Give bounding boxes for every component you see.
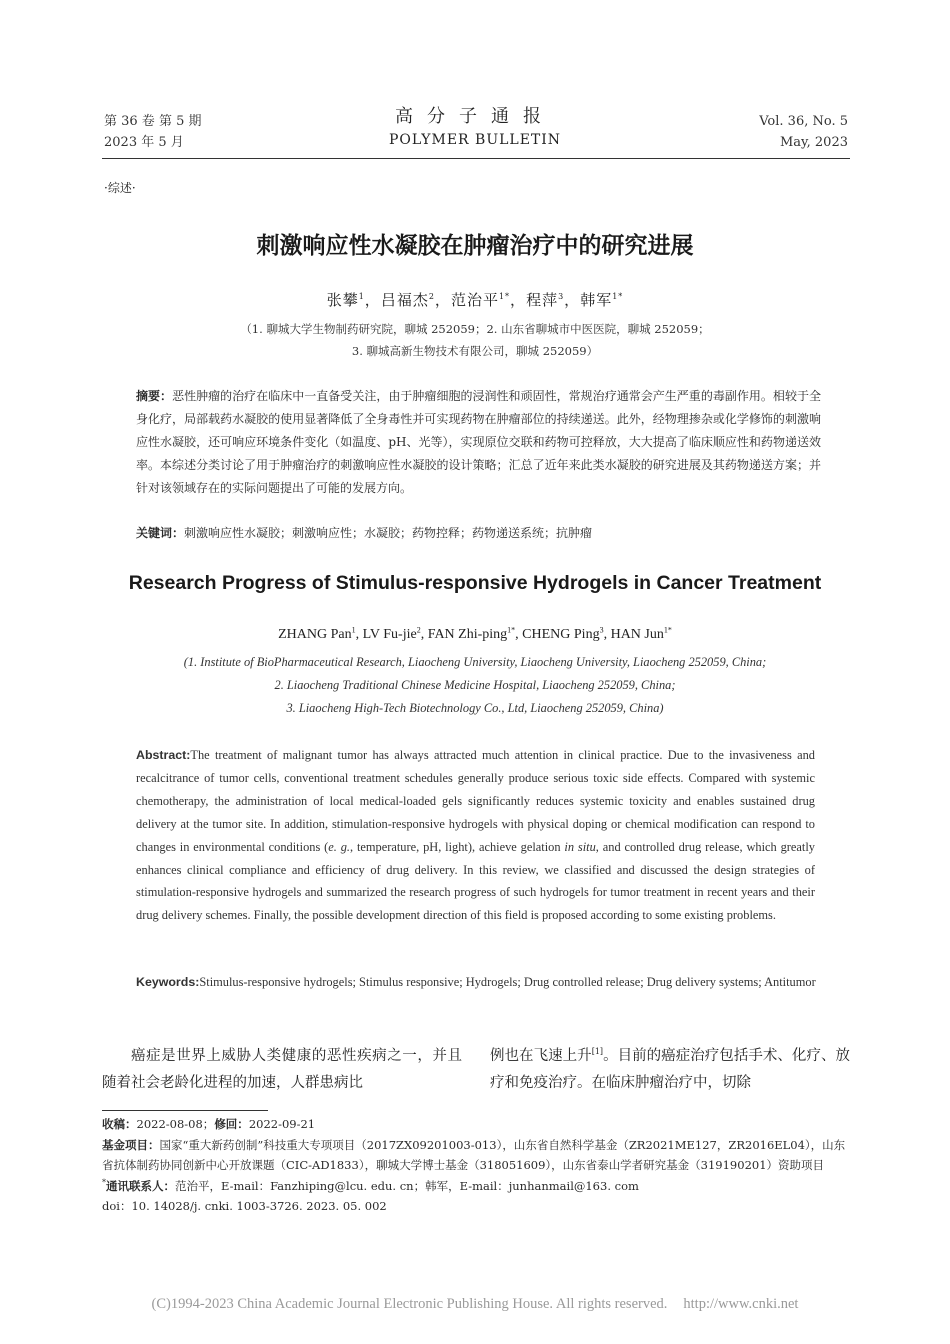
fund-label: 基金项目： [102,1137,160,1152]
revised-label: 修回： [214,1117,249,1131]
keywords-en-text: Stimulus-responsive hydrogels; Stimulus responsive; Hydrogels; Drug controlled release; Drug delivery systems; Antitumor [199,975,816,989]
section-label: ·综述· [104,181,136,195]
contact-text: 范治平，E-mail：Fanzhiping@lcu. edu. cn；韩军，E-mail：junhanmail@163. com [175,1178,639,1193]
title-cn: 刺激响应性水凝胶在肿瘤治疗中的研究进展 [256,233,694,259]
author-en: HAN Jun [610,627,664,642]
contact-info [102,1176,850,1197]
citation-ref: [1] [591,1047,604,1057]
authors-cn: 张攀$^1$，吕福杰$^2$，范治平$^{1*}$，程萍$^3$，韩军$^{1*}$ [326,291,624,309]
body-text: 例也在飞速上升 [490,1048,592,1064]
keywords-en [136,971,821,993]
received-date: 2022-08-08； [136,1117,215,1131]
author-sup: 1 [351,625,356,635]
keywords-cn-text: 刺激响应性水凝胶；刺激响应性；水凝胶；药物控释；药物递送系统；抗肿瘤 [184,526,593,540]
author-cn: 张攀 [326,291,359,309]
author-sup: 1 [358,292,365,301]
affiliations-cn [0,318,950,362]
issue-date: 2023 年 5 月 [104,135,184,150]
author-cn: 程萍 [526,291,559,309]
affiliation-line: （1. 聊城大学生物制药研究院，聊城 252059；2. 山东省聊城市中医医院，聊城 252059； [240,322,710,336]
copyright-footer [0,1296,950,1313]
body-paragraph [490,1043,850,1097]
body-text: 。目前的癌症治疗包括手术、化疗、放疗和免疫治疗。在临床肿瘤治疗中，切除 [490,1048,851,1091]
author-sup: 3 [599,625,604,635]
footnotes [102,1114,850,1217]
author-sup: 1* [612,292,624,301]
body-column-left [102,1043,462,1097]
body-paragraph: 癌症是世界上威胁人类健康的恶性疾病之一，并且随着社会老龄化进程的加速，人群患病比 [102,1048,462,1091]
volume-info-en [759,111,848,153]
abstract-en-label: Abstract: [136,748,191,762]
affiliation-line: (1. Institute of BioPharmaceutical Research, Liaocheng University, Liaocheng University, Liaocheng 252059, China; [183,655,767,669]
abstract-cn-text: 恶性肿瘤的治疗在临床中一直备受关注，由于肿瘤细胞的浸润性和顽固性，常规治疗通常会产生严重的毒副作用。相较于全身化疗，局部载药水凝胶的使用显著降低了全身毒性并可实现药物在肿瘤部位的持续递送。此外，经物理掺杂或化学修饰的刺激响应性水凝胶，还可响应环境条件变化（如温度、pH、光等），实现原位交联和药物可控释放，大大提高了临床顺应性和药物递送效率。本综述分类讨论了用于肿瘤治疗的刺激响应性水凝胶的设计策略；汇总了近年来此类水凝胶的研究进展及其药物递送方案；并针对该领域存在的实际问题提出了可能的发展方向。 [136,389,821,495]
issue-date-en: May, 2023 [779,135,848,150]
author-sup: 1* [663,625,672,635]
footnote-rule [102,1110,268,1111]
authors-en: ZHANG Pan$^1$, LV Fu-jie$^2$, FAN Zhi-ping$^{1*}$, CHENG Ping$^3$, HAN Jun$^{1*}$ [278,625,672,642]
received-dates [102,1114,850,1135]
volume-issue: 第 36 卷 第 5 期 [104,114,202,129]
keywords-cn [136,522,826,544]
abstract-en-insitu: in situ [564,839,596,854]
affiliation-line: 3. Liaocheng High-Tech Biotechnology Co., Ltd, Liaocheng 252059, China) [286,701,664,715]
abstract-en-text: , temperature, pH, light), achieve gelation [350,839,565,854]
copyright-text: (C)1994-2023 China Academic Journal Electronic Publishing House. All rights reserved. [151,1296,668,1312]
author-sup: 2 [428,292,435,301]
keywords-cn-label: 关键词： [136,526,185,540]
author-sup: 1* [507,625,516,635]
body-column-right [490,1043,850,1097]
author-en: FAN Zhi-ping [427,627,508,642]
volume-issue-en: Vol. 36, No. 5 [759,114,848,129]
journal-name-cn: 高分子通报 [395,106,555,127]
header-rule [102,158,850,159]
abstract-cn-label: 摘要： [136,389,173,403]
abstract-en-text: , and controlled drug release, which greatly enhances clinical compliance and efficiency of drug delivery. In this review, we classified and discussed the design strategies of stimulation-responsive hydrogels and summarized the research progress of such hydrogels for tumor treatment in recent years and their drug delivery schemes. Finally, the possible development direction of this field is proposed according to some existing problems. [136,839,815,923]
author-en: LV Fu-jie [362,627,417,642]
contact-star: * [102,1177,106,1187]
abstract-en-eg: e. g. [328,839,351,854]
fund-text: 国家“重大新药创制”科技重大专项项目（2017ZX09201003-013），山东省自然科学基金（ZR2021ME127，ZR2016EL04），山东省抗体制药协同创新中心开放课题（CIC-AD1833），聊城大学博士基金（318051609），山东省泰山学者研究基金（319190201）资助项目 [102,1137,846,1172]
affiliation-line: 2. Liaocheng Traditional Chinese Medicine Hospital, Liaocheng 252059, China; [274,678,676,692]
author-en: CHENG Ping [522,627,600,642]
revised-date: 2022-09-21 [248,1117,316,1131]
title-en: Research Progress of Stimulus-responsive Hydrogels in Cancer Treatment [128,572,822,594]
author-sup: 3 [558,292,565,301]
fund-info [102,1135,850,1176]
author-en: ZHANG Pan [278,627,352,642]
journal-name-en: POLYMER BULLETIN [388,132,562,148]
author-cn: 范治平 [450,291,499,309]
affiliation-line: 3. 聊城高新生物技术有限公司，聊城 252059） [351,344,599,358]
contact-label: 通讯联系人： [106,1178,175,1193]
doi: doi：10. 14028/j. cnki. 1003-3726. 2023. 05. 002 [102,1199,387,1213]
abstract-en-text: The treatment of malignant tumor has always attracted much attention in clinical practice. Due to the invasiveness and recalcitrance of tumor cells, conventional treatment schedules generally produce serious toxic side effects. Compared with systemic chemotherapy, the administration of local medical-loaded gels significantly reduces systemic toxicity and enables sustained drug delivery at the tumor site. In addition, stimulation-responsive hydrogels with physical doping or chemical modification can respond to changes in environmental conditions ( [136,748,815,854]
footer-url[interactable]: http://www.cnki.net [683,1296,799,1312]
author-cn: 吕福杰 [380,291,429,309]
keywords-en-label: Keywords: [136,975,200,989]
author-sup: 1* [498,292,511,301]
received-label: 收稿： [102,1117,137,1131]
abstract-en [136,744,815,927]
author-cn: 韩军 [580,291,613,309]
author-sup: 2 [416,625,421,635]
abstract-cn [136,385,821,500]
affiliations-en [0,651,950,720]
